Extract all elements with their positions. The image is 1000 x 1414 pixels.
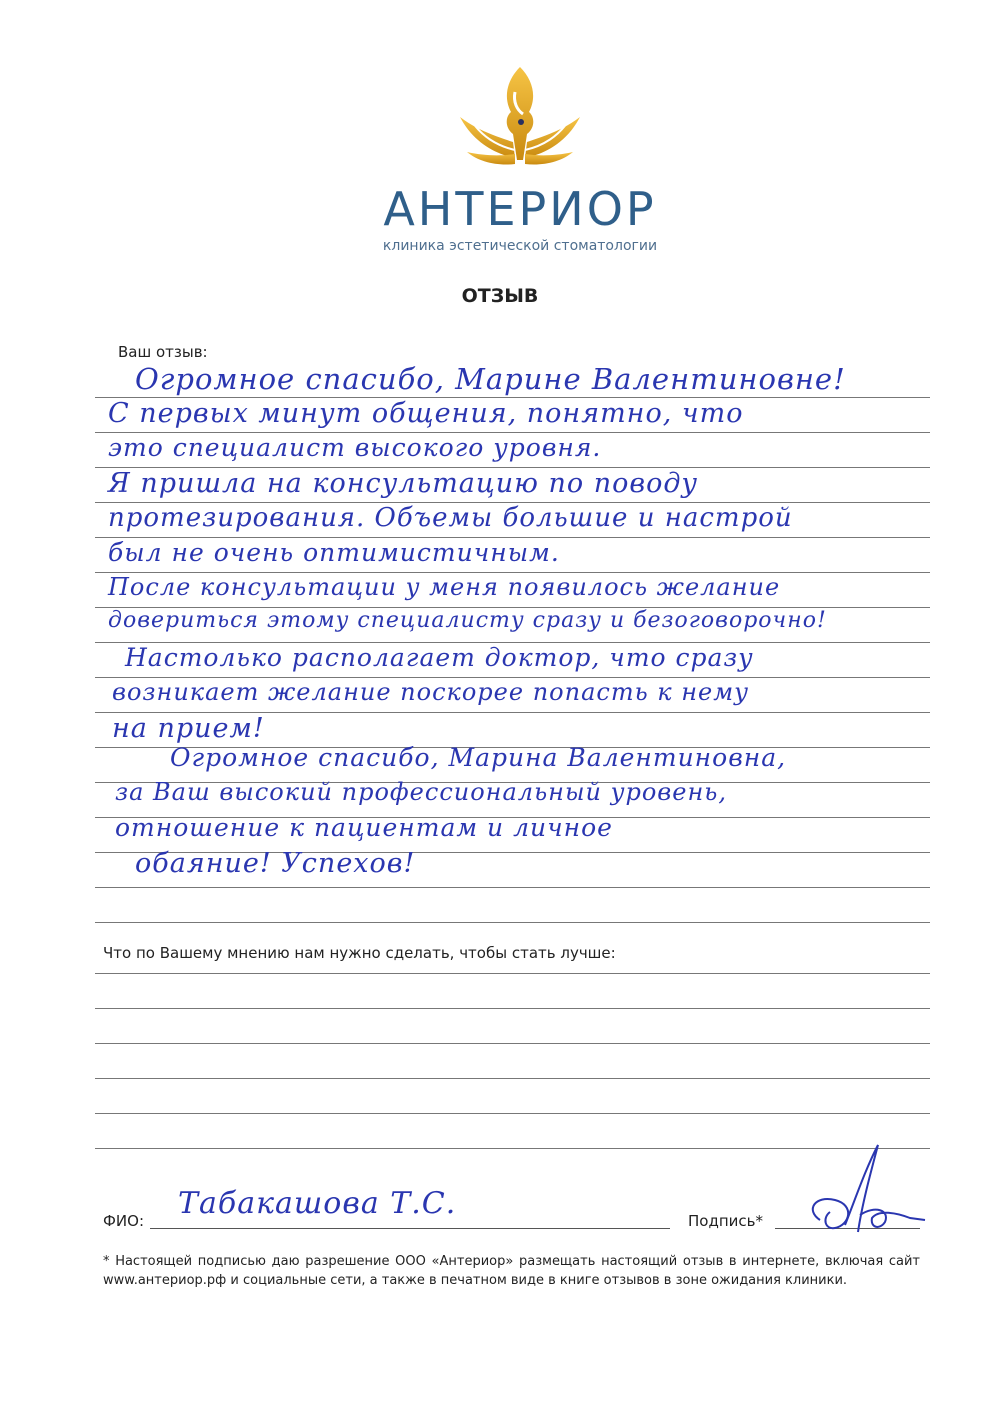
review-line: Огромное спасибо, Марина Валентиновна, — [170, 743, 787, 772]
improvement-rule-line[interactable] — [95, 973, 930, 974]
handwritten-signature — [800, 1140, 930, 1240]
review-line: Я пришла на консультацию по поводу — [108, 468, 699, 499]
review-line: на прием! — [112, 713, 265, 744]
review-line: это специалист высокого уровня. — [108, 433, 602, 462]
signature-label: Подпись* — [688, 1212, 763, 1230]
brand-subtitle: клиника эстетической стоматологии — [382, 238, 658, 254]
rule-line — [95, 887, 930, 888]
fio-value: Табакашова Т.С. — [178, 1186, 457, 1221]
improvement-label: Что по Вашему мнению нам нужно сделать, чтобы стать лучше: — [103, 944, 616, 962]
brand-name: АНТЕРИОР — [383, 182, 657, 236]
review-line: возникает желание поскорее попасть к нему — [112, 678, 750, 706]
improvement-rule-line[interactable] — [95, 1043, 930, 1044]
review-line: Настолько располагает доктор, что сразу — [125, 643, 754, 672]
review-line: Огромное спасибо, Марине Валентиновне! — [135, 362, 846, 396]
rule-line — [95, 922, 930, 923]
fio-field-line[interactable] — [150, 1228, 670, 1229]
review-line: После консультации у меня появилось желание — [108, 573, 781, 601]
review-line: протезирования. Объемы большие и настрой — [108, 503, 793, 533]
review-line: довериться этому специалисту сразу и безоговорочно! — [108, 608, 827, 633]
improvement-rule-line[interactable] — [95, 1113, 930, 1114]
fio-label: ФИО: — [103, 1212, 144, 1230]
review-line: обаяние! Успехов! — [135, 848, 416, 879]
review-line: С первых минут общения, понятно, что — [108, 398, 744, 429]
consent-disclaimer: * Настоящей подписью даю разрешение ООО «Антериор» размещать настоящий отзыв в интернете, включая сайт www.антериор.рф и социальные сети, а также в печатном виде в книге отзывов в зоне ожидания клиники. — [103, 1254, 920, 1288]
review-line: был не очень оптимистичным. — [108, 538, 560, 567]
improvement-rule-line[interactable] — [95, 1078, 930, 1079]
review-line: отношение к пациентам и личное — [115, 813, 613, 842]
improvement-rule-line[interactable] — [95, 1008, 930, 1009]
review-label: Ваш отзыв: — [118, 343, 208, 361]
document-title: ОТЗЫВ — [461, 285, 539, 307]
tooth-wings-logo-icon — [455, 62, 585, 182]
review-line: за Ваш высокий профессиональный уровень, — [115, 778, 727, 806]
